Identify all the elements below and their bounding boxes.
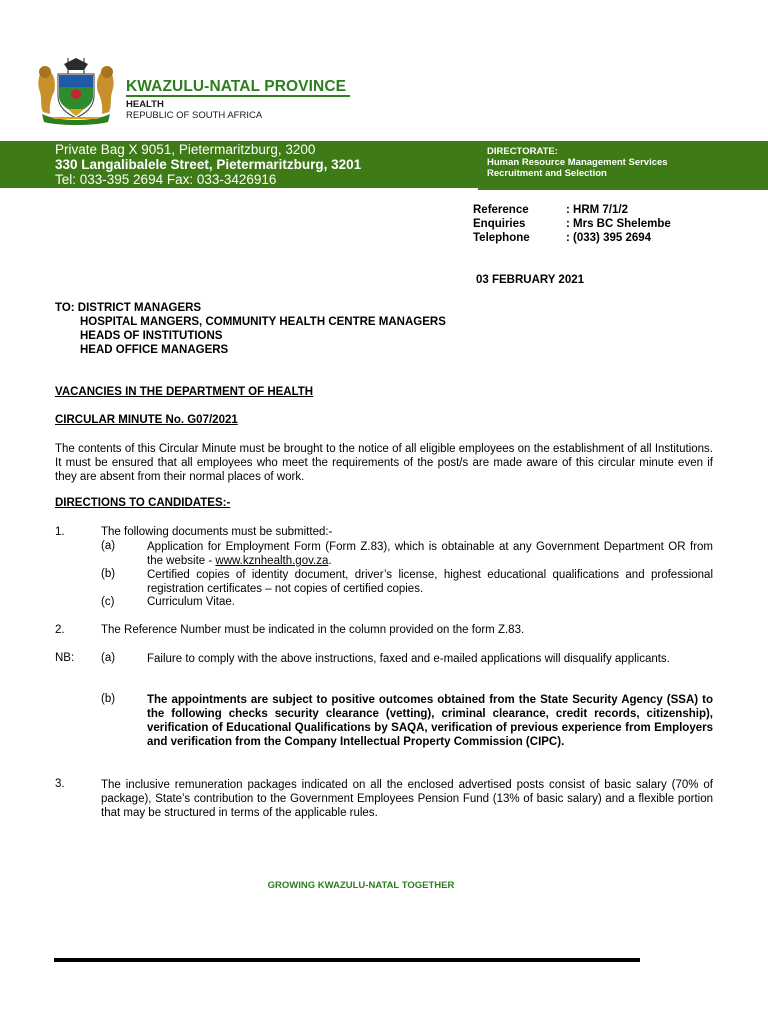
letter-date: 03 FEBRUARY 2021 (476, 274, 585, 286)
directorate-label: DIRECTORATE: (487, 146, 558, 157)
subject-heading: VACANCIES IN THE DEPARTMENT OF HEALTH (55, 386, 314, 398)
title-rule (126, 95, 350, 97)
intro-paragraph: The contents of this Circular Minute must be brought to the notice of all eligible employees on the establishment of all Institutions. It must be ensured that all employees who meet the requirements of the post/s are made aware of this circular minute even if they are absent from their normal places of work. (55, 443, 713, 483)
item-3-text: The inclusive remuneration packages indicated on all the enclosed advertised posts consist of basic salary (70% of package), State’s contribution to the Government Employees Pension Fund (13% of basic salary) and a flexible portion that may be structured in terms of the applicable rules. (101, 779, 713, 819)
item-1a-label: (a) (101, 540, 116, 552)
directorate-line-1: Human Resource Management Services (487, 157, 668, 168)
item-1a-text: Application for Employment Form (Form Z.83), which is obtainable at any Government Department OR from the website - www.kznhealth.gov.za. (147, 541, 713, 567)
item-1-text: The following documents must be submitted:- (101, 526, 333, 538)
addressee-line-4: HEAD OFFICE MANAGERS (80, 344, 229, 356)
reference-value: : HRM 7/1/2 (566, 204, 628, 216)
telephone-value: : (033) 395 2694 (566, 232, 652, 244)
address-line-1: Private Bag X 9051, Pietermaritzburg, 3200 (55, 142, 316, 157)
nb-b-text: The appointments are subject to positive outcomes obtained from the State Security Agency (SSA) to the following checks security clearance (vetting), criminal clearance, credit records, citizenship), verification of Educational Qualifications by SAQA, verification of previous experience from Employers and verification from the Company Intellectual Property Commission (CIPC). (147, 694, 713, 748)
telephone-label: Telephone (473, 232, 530, 244)
province-title: KWAZULU-NATAL PROVINCE (126, 78, 347, 95)
address-line-2: 330 Langalibalele Street, Pietermaritzburg, 3201 (55, 157, 362, 172)
item-2-text: The Reference Number must be indicated in the column provided on the form Z.83. (101, 624, 525, 636)
country-name: REPUBLIC OF SOUTH AFRICA (126, 110, 263, 121)
circular-number: CIRCULAR MINUTE No. G07/2021 (55, 414, 238, 426)
nb-b-label: (b) (101, 693, 116, 705)
nb-a-text: Failure to comply with the above instructions, faxed and e-mailed applications will disqualify applicants. (147, 653, 670, 665)
contact-line: Tel: 033-395 2694 Fax: 033-3426916 (55, 172, 277, 187)
footer-rule (54, 958, 640, 962)
addressee-line-2: HOSPITAL MANGERS, COMMUNITY HEALTH CENTRE MANAGERS (80, 316, 446, 328)
reference-label: Reference (473, 204, 529, 216)
footer-slogan: GROWING KWAZULU-NATAL TOGETHER (267, 880, 455, 891)
nb-a-label: (a) (101, 652, 116, 664)
item-1c-label: (c) (101, 596, 115, 608)
department-name: HEALTH (126, 99, 164, 110)
addressee-line-1: TO: DISTRICT MANAGERS (55, 302, 202, 314)
coat-of-arms-logo (34, 56, 118, 126)
item-number-1: 1. (55, 526, 65, 538)
enquiries-value: : Mrs BC Shelembe (566, 218, 671, 230)
item-1b-text: Certified copies of identity document, driver’s license, highest educational qualifications and professional registration certificates – not copies of certified copies. (147, 569, 713, 595)
item-number-3: 3. (55, 778, 65, 790)
directions-heading: DIRECTIONS TO CANDIDATES:- (55, 497, 231, 509)
banner-divider (0, 188, 478, 190)
nb-label: NB: (55, 652, 75, 664)
item-1c-text: Curriculum Vitae. (147, 596, 235, 608)
item-1b-label: (b) (101, 568, 116, 580)
enquiries-label: Enquiries (473, 218, 526, 230)
addressee-line-3: HEADS OF INSTITUTIONS (80, 330, 223, 342)
website-link[interactable]: www.kznhealth.gov.za (215, 555, 329, 567)
directorate-line-2: Recruitment and Selection (487, 168, 607, 179)
item-number-2: 2. (55, 624, 65, 636)
